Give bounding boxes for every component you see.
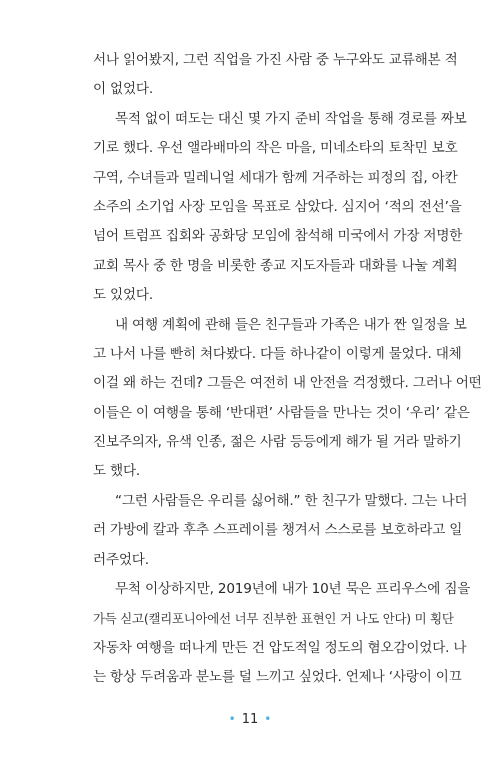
page-number: 11 — [241, 712, 259, 727]
footer-dot-left: • — [228, 712, 236, 726]
text-line: 이 없었다. — [93, 81, 153, 98]
text-line: 목적 없이 떠도는 대신 몇 가지 준비 작업을 통해 경로를 짜보 — [115, 110, 467, 127]
text-line: 기로 했다. 우선 앨라배마의 작은 마을, 미네소타의 토착민 보호 — [93, 140, 458, 157]
text-line: 이걸 왜 하는 건데? 그들은 여전히 내 안전을 걱정했다. 그러나 어떤 — [93, 375, 482, 392]
footer-dot-right: • — [264, 712, 272, 726]
text-line: 도 했다. — [93, 463, 141, 480]
text-line: 소주의 소기업 사장 모임을 목표로 삼았다. 심지어 ‘적의 전선’을 — [93, 198, 462, 215]
text-line: 내 여행 계획에 관해 들은 친구들과 가족은 내가 짠 일정을 보 — [115, 316, 467, 333]
text-line: 교회 목사 중 한 명을 비롯한 종교 지도자들과 대화를 나눌 계획 — [93, 257, 458, 274]
text-line: 도 있었다. — [93, 287, 153, 304]
body-text — [93, 46, 482, 693]
text-line: 이들은 이 여행을 통해 ‘반대편’ 사람들을 만나는 것이 ‘우리’ 같은 — [93, 404, 470, 421]
text-line: 는 항상 두려움과 분노를 덜 느끼고 싶었다. 언제나 ‘사랑이 이끄 — [93, 669, 462, 686]
text-line: 무척 이상하지만, 2019년에 내가 10년 묵은 프리우스에 짐을 — [115, 581, 471, 598]
page-footer — [0, 711, 500, 728]
text-line: 러 가방에 칼과 후추 스프레이를 챙겨서 스스로를 보호하라고 일 — [93, 522, 463, 539]
text-line: 넘어 트럼프 집회와 공화당 모임에 참석해 미국에서 가장 저명한 — [93, 228, 463, 245]
text-line: 서나 읽어봤지, 그런 직업을 가진 사람 중 누구와도 교류해본 적 — [93, 52, 458, 68]
text-line: 러주었다. — [93, 551, 149, 568]
text-line: 구역, 수녀들과 밀레니얼 세대가 함께 거주하는 피정의 집, 아칸 — [93, 169, 458, 186]
text-line: 고 나서 나를 빤히 쳐다봤다. 다들 하나같이 이렇게 물었다. 대체 — [93, 345, 462, 362]
text-line: 진보주의자, 유색 인종, 젊은 사람 등등에게 해가 될 거라 말하기 — [93, 434, 462, 451]
text-line: “그런 사람들은 우리를 싫어해.” 한 친구가 말했다. 그는 나더 — [115, 492, 468, 509]
text-line: 자동차 여행을 떠나게 만든 건 압도적일 정도의 혐오감이었다. 나 — [93, 639, 467, 656]
text-line: 가득 싣고(캘리포니아에선 너무 진부한 표현인 거 나도 안다) 미 횡단 — [93, 611, 454, 627]
